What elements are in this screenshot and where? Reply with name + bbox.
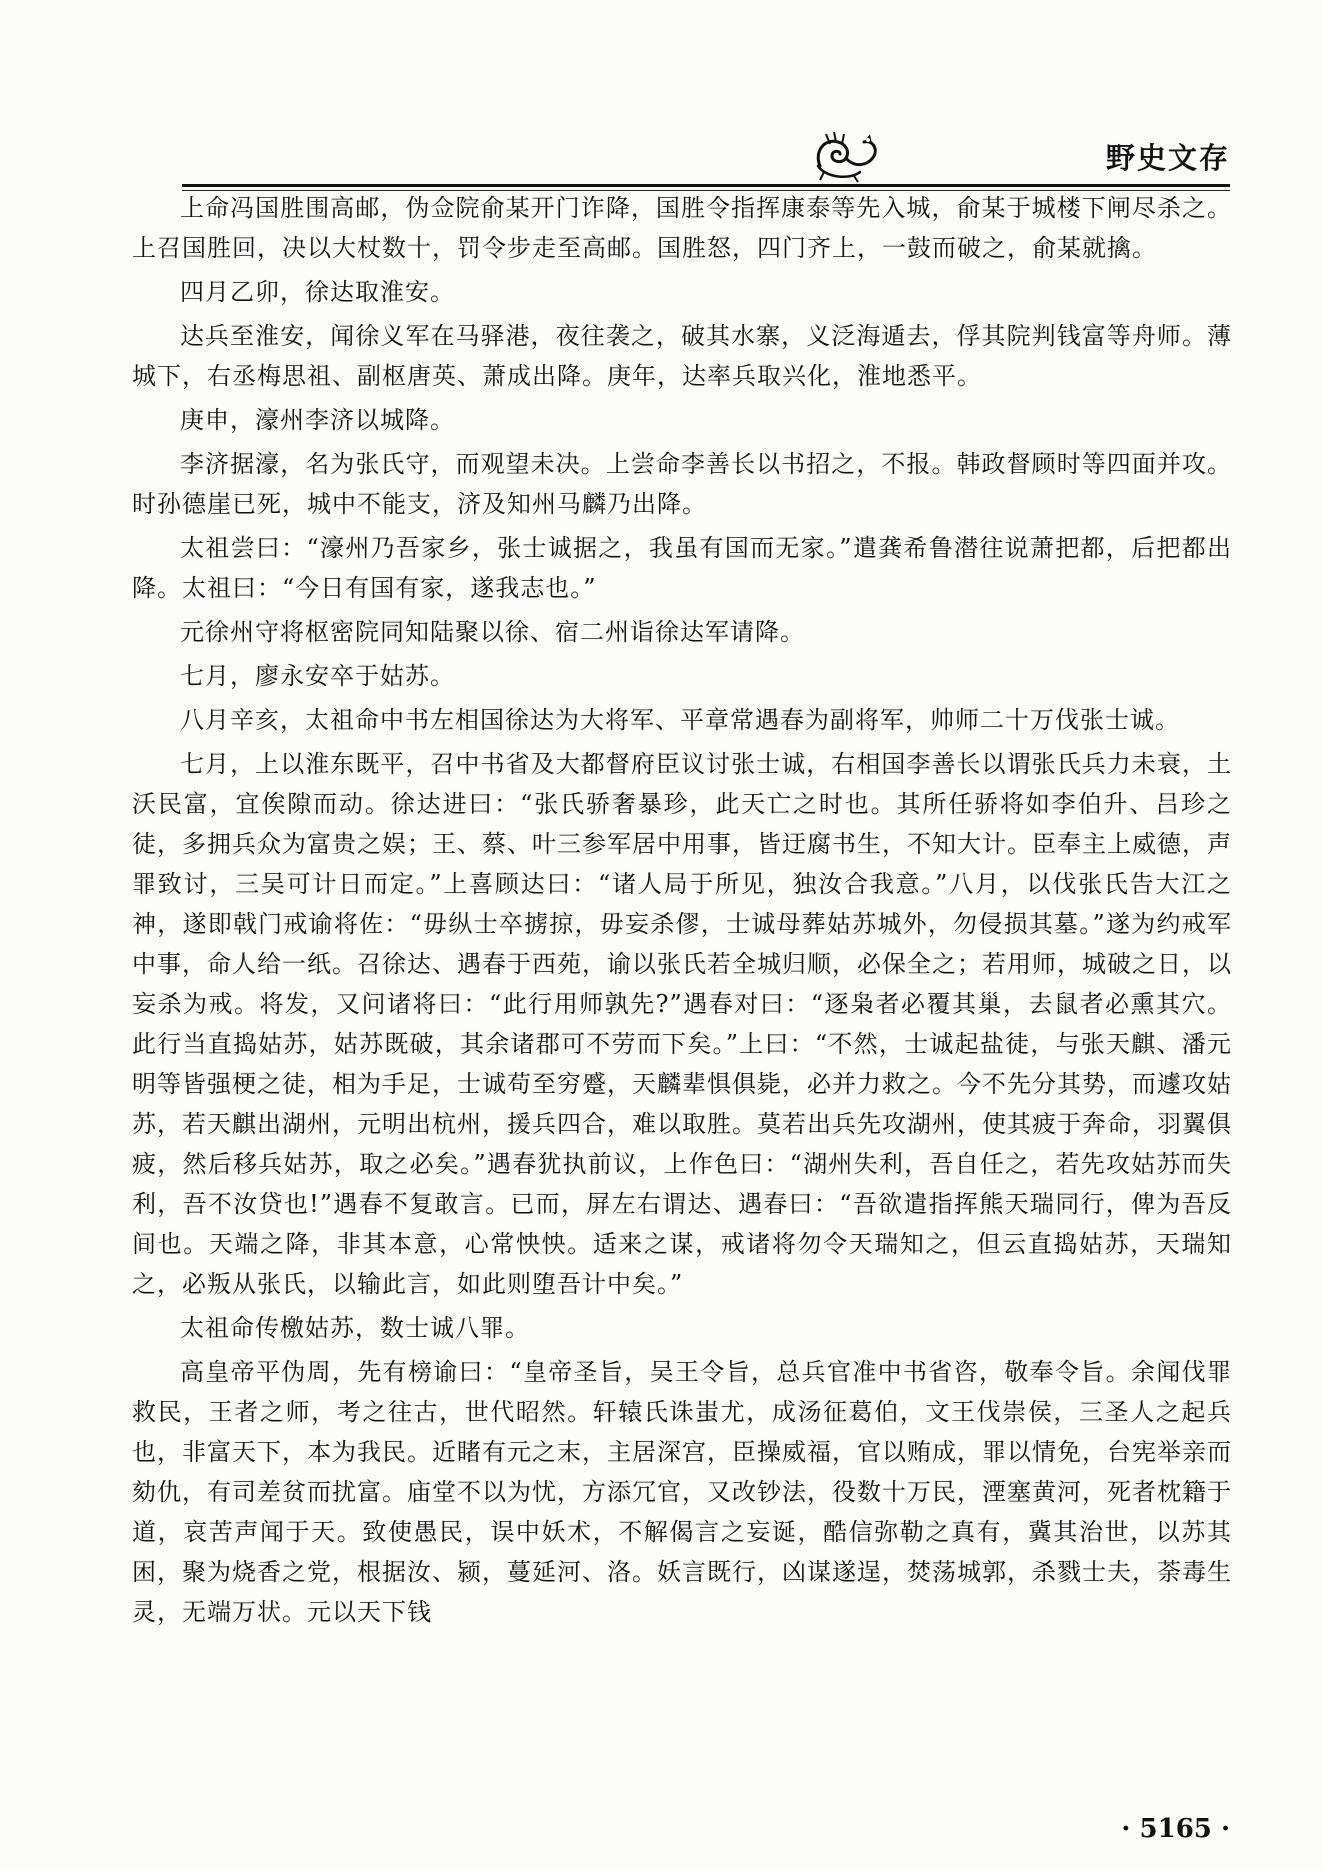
dragon-icon	[810, 122, 882, 184]
entry-heading: 元徐州守将枢密院同知陆聚以徐、宿二州诣徐达军请降。	[180, 618, 805, 646]
paragraph: 七月，上以淮东既平，召中书省及大都督府臣议讨张士诚，右相国李善长以谓张氏兵力未衰，土沃民富，宜俟隙而动。徐达进曰：“张氏骄奢暴珍，此天亡之时也。其所任骄将如李伯升、吕珍之徒，多拥兵众为富贵之娱；王、蔡、叶三参军居中用事，皆迂腐书生，不知大计。臣奉主上威德，声罪致讨，三吴可计日而定。”上喜顾达曰：“诸人局于所见，独汝合我意。”八月，以伐张氏告大江之神，遂即戟门戒谕将佐：“毋纵士卒掳掠，毋妄杀僇，士诚母葬姑苏城外，勿侵损其墓。”遂为约戒军中事，命人给一纸。召徐达、遇春于西苑，谕以张氏若全城归顺，必保全之；若用师，城破之日，以妄杀为戒。将发，又问诸将曰：“此行用师孰先?”遇春对曰：“逐枭者必覆其巢，去鼠者必熏其穴。此行当直捣姑苏，姑苏既破，其余诸郡可不劳而下矣。”上曰：“不然，士诚起盐徒，与张天麒、潘元明等皆强梗之徒，相为手足，士诚苟至穷蹙，天麟辈惧俱毙，必并力救之。今不先分其势，而遽攻姑苏，若天麒出湖州，元明出杭州，援兵四合，难以取胜。莫若出兵先攻湖州，使其疲于奔命，羽翼俱疲，然后移兵姑苏，取之必矣。”遇春犹执前议，上作色曰：“湖州失利，吾自任之，若先攻姑苏而失利，吾不汝贷也!”遇春不复敢言。已而，屏左右谓达、遇春曰：“吾欲遣指挥熊天瑞同行，俾为吾反间也。天端之降，非其本意，心常怏怏。适来之谋，戒诸将勿令天瑞知之，但云直捣姑苏，天瑞知之，必叛从张氏，以输此言，如此则堕吾计中矣。”	[132, 750, 1232, 1298]
paragraph: 上命冯国胜围高邮，伪佥院俞某开门诈降，国胜令指挥康泰等先入城，俞某于城楼下闸尽杀之。上召国胜回，决以大杖数十，罚令步走至高邮。国胜怒，四门齐上，一鼓而破之，俞某就擒。	[132, 194, 1232, 262]
book-title: 野史文存	[1105, 141, 1230, 175]
page-body	[132, 188, 1232, 1636]
paragraph: 高皇帝平伪周，先有榜谕曰：“皇帝圣旨，吴王令旨，总兵官准中书省咨，敬奉令旨。余闻伐罪救民，王者之师，考之往古，世代昭然。轩辕氏诛蚩尤，成汤征葛伯，文王伐崇侯，三圣人之起兵也，非富天下，本为我民。近睹有元之末，主居深宫，臣操威福，官以贿成，罪以情免，台宪举亲而劾仇，有司差贫而扰富。庙堂不以为忧，方添冗官，又改钞法，役数十万民，湮塞黄河，死者枕籍于道，哀苦声闻于天。致使愚民，误中妖术，不解偈言之妄诞，酷信弥勒之真有，冀其治世，以苏其困，聚为烧香之党，根据汝、颍，蔓延河、洛。妖言既行，凶谋遂逞，焚荡城郭，杀戮士夫，荼毒生灵，无端万状。元以天下钱	[132, 1358, 1232, 1626]
entry-heading: 七月，廖永安卒于姑苏。	[180, 662, 455, 690]
running-header	[182, 112, 1230, 190]
paragraph: 达兵至淮安，闻徐义军在马驿港，夜往袭之，破其水寨，义泛海遁去，俘其院判钱富等舟师。薄城下，右丞梅思祖、副枢唐英、萧成出降。庚年，达率兵取兴化，淮地悉平。	[132, 322, 1232, 390]
header-rule	[182, 184, 1230, 187]
paragraph: 太祖尝曰：“濠州乃吾家乡，张士诚据之，我虽有国而无家。”遣龚希鲁潜往说萧把都，后把都出降。太祖曰：“今日有国有家，遂我志也。”	[132, 534, 1232, 602]
entry-heading: 八月辛亥，太祖命中书左相国徐达为大将军、平章常遇春为副将军，帅师二十万伐张士诚。	[180, 706, 1180, 734]
entry-heading: 四月乙卯，徐达取淮安。	[180, 278, 455, 306]
page-number: · 5165 ·	[1121, 1814, 1230, 1844]
entry-heading: 太祖命传檄姑苏，数士诚八罪。	[180, 1314, 530, 1342]
entry-heading: 庚申，濠州李济以城降。	[180, 406, 455, 434]
paragraph: 李济据濠，名为张氏守，而观望未决。上尝命李善长以书招之，不报。韩政督顾时等四面并攻。时孙德崖已死，城中不能支，济及知州马麟乃出降。	[132, 450, 1232, 518]
